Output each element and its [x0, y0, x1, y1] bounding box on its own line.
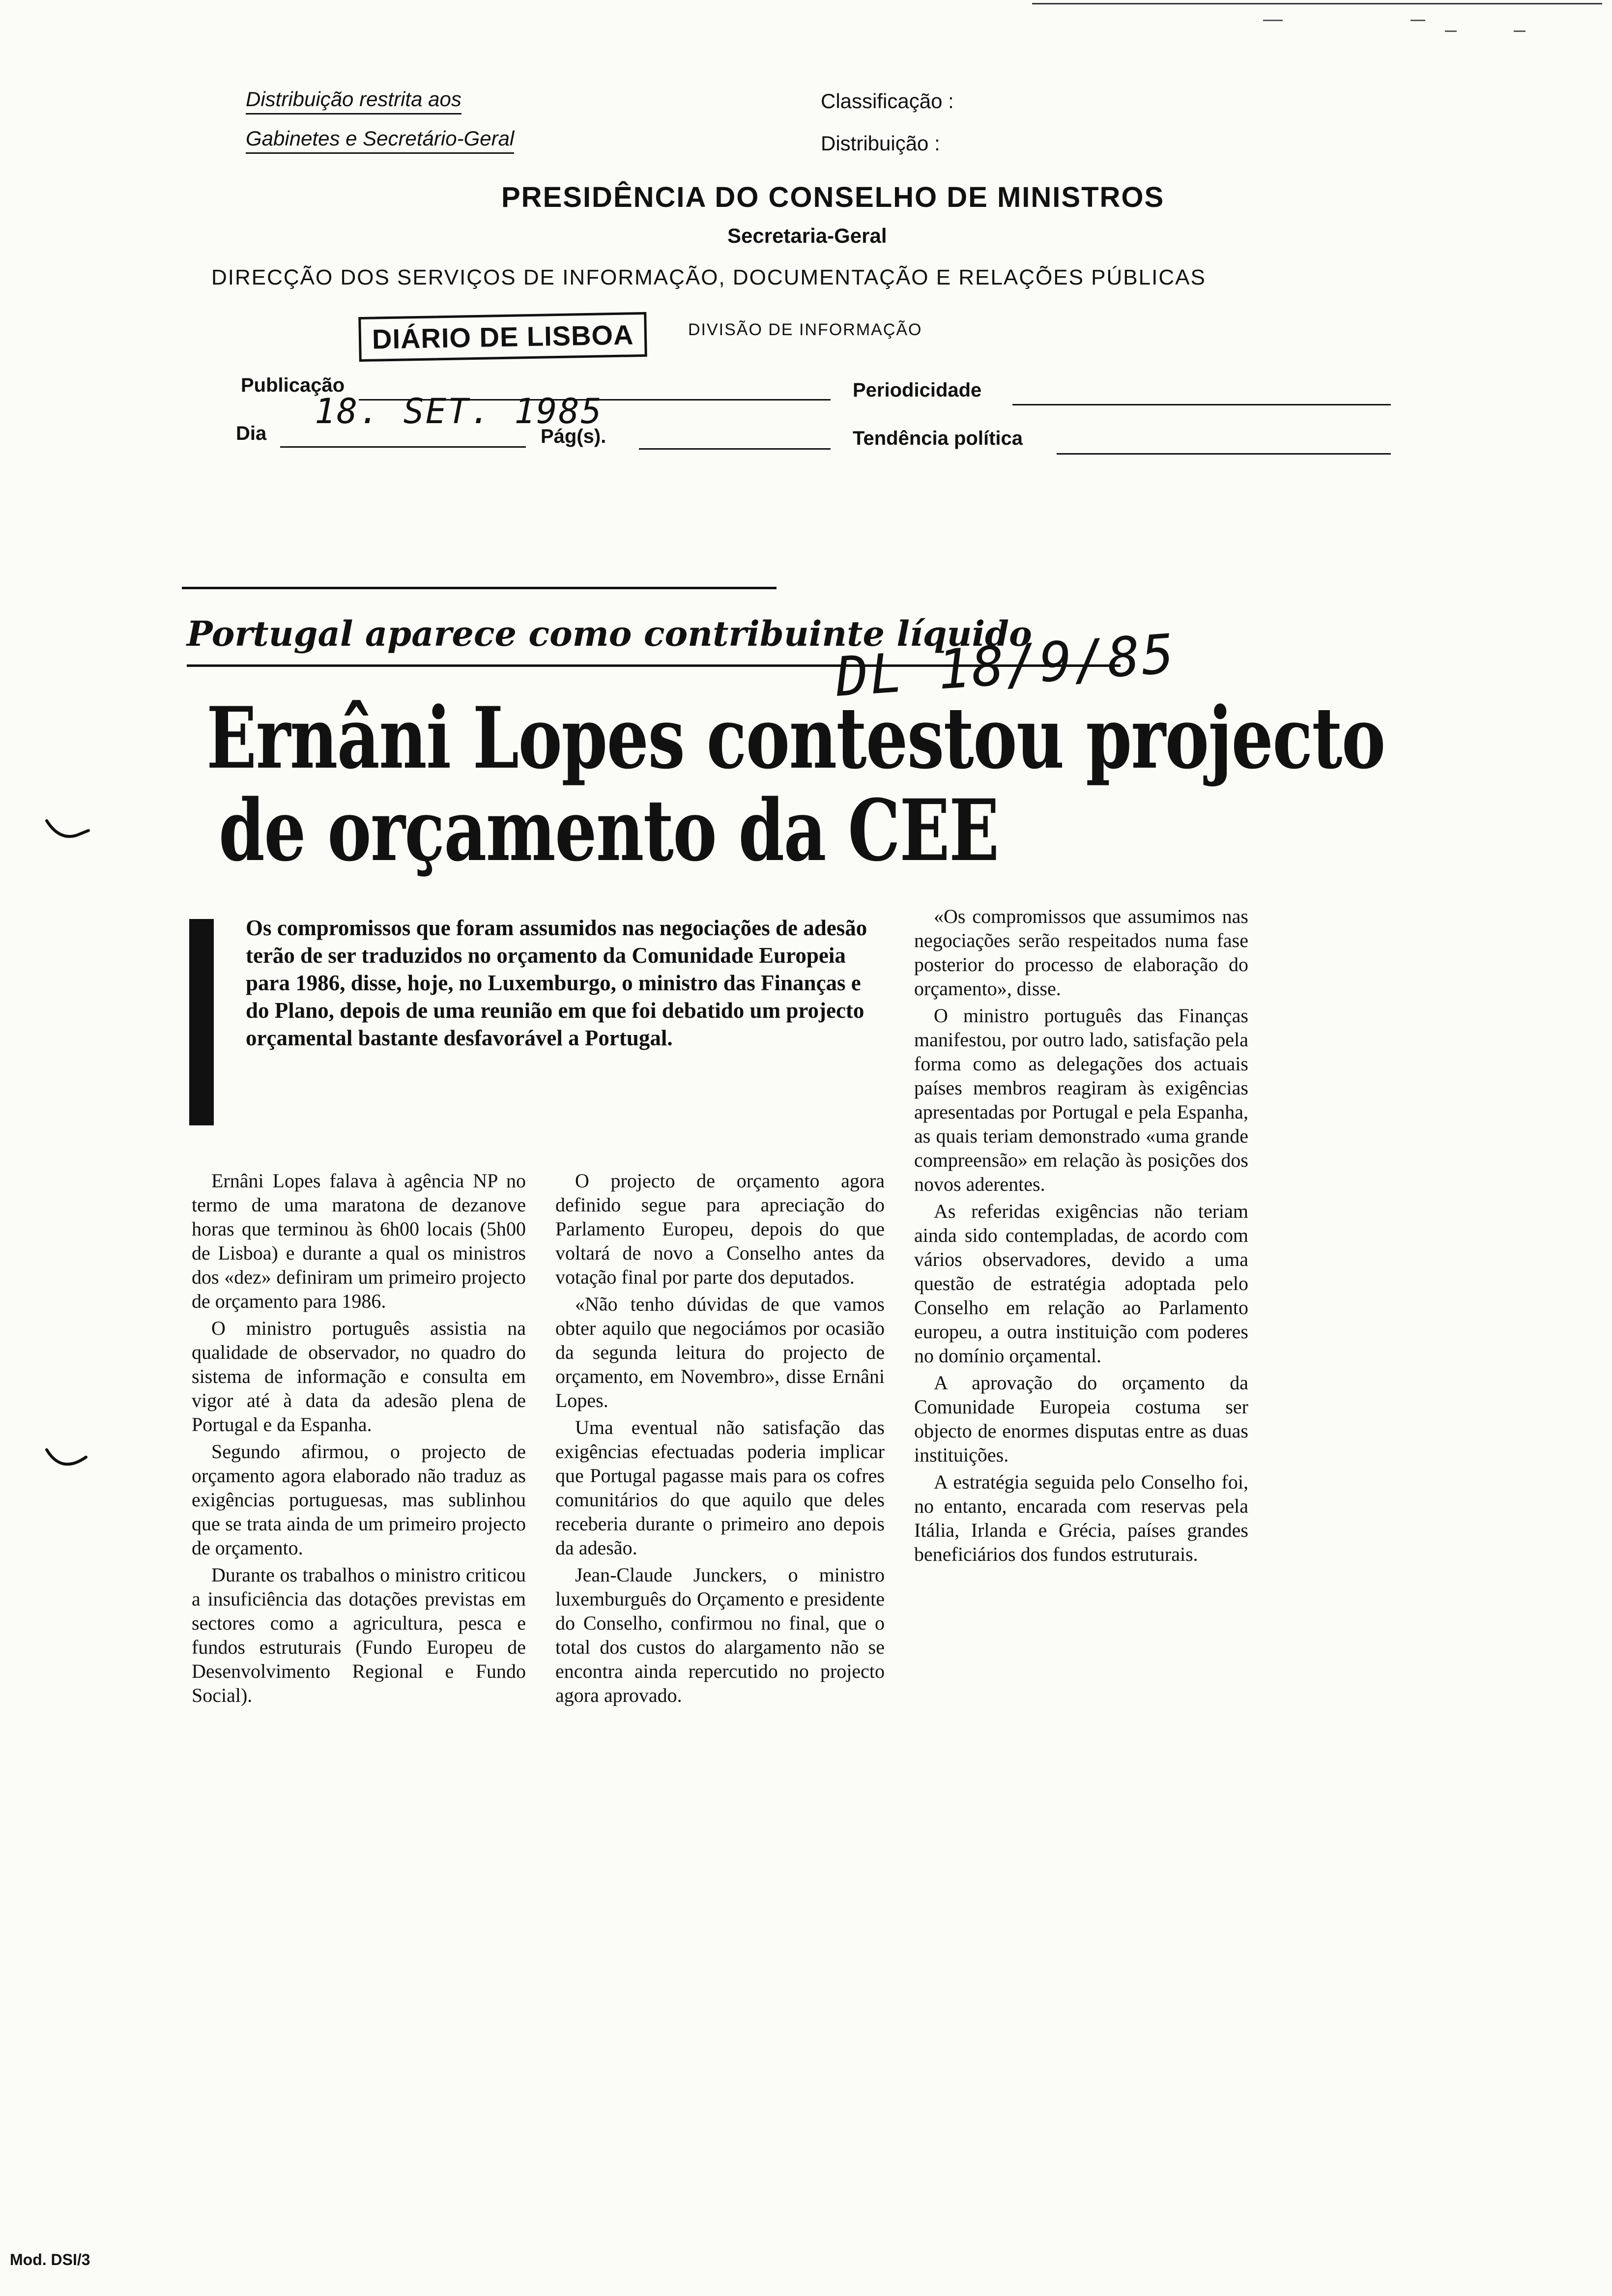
- article-lead: Os compromissos que foram assumidos nas negociações de adesão terão de ser traduzidos no orçamento da Comunidade Europeia para 1986, disse, hoje, no Luxemburgo, o ministro das Finanças e do Plano, depois de uma reunião em que foi debatido um projecto orçamental bastante desfavorável a Portugal.: [246, 916, 867, 1050]
- column-3-paragraph: A aprovação do orçamento da Comunidade Europeia costuma ser objecto de enormes disputas entre as duas instituições.: [914, 1372, 1248, 1466]
- column-3-paragraph: As referidas exigências não teriam ainda sido contempladas, de acordo com vários observadores, devido a uma questão de estratégia adoptada pelo Conselho em relação ao Parlamento europeu, a outra instituição com poderes no domínio orçamental.: [914, 1200, 1248, 1367]
- presidencia-title: PRESIDÊNCIA DO CONSELHO DE MINISTROS: [501, 181, 1165, 213]
- article-column-3: [914, 904, 1248, 1569]
- scan-mark: [1410, 20, 1425, 21]
- direccao-servicos: DIRECÇÃO DOS SERVIÇOS DE INFORMAÇÃO, DOCUMENTAÇÃO E RELAÇÕES PÚBLICAS: [211, 265, 1206, 289]
- article-column-2: [555, 1169, 885, 1710]
- scan-mark: [1263, 20, 1283, 21]
- divisao-informacao: DIVISÃO DE INFORMAÇÃO: [688, 320, 922, 339]
- classificacao-label: Classificação :: [821, 89, 954, 113]
- headline-line1: Ernâni Lopes contestou projecto: [206, 688, 1385, 788]
- article-kicker: Portugal aparece como contribuinte líquido: [187, 613, 1032, 654]
- column-2-paragraph: Uma eventual não satisfação das exigências efectuadas poderia implicar que Portugal pagasse mais para os cofres comunitários do que aquilo que deles receberia durante o primeiro ano depois da adesão.: [555, 1416, 885, 1559]
- margin-pen-mark: [39, 816, 98, 855]
- periodicidade-line: [1012, 404, 1391, 405]
- periodicidade-label: Periodicidade: [853, 379, 982, 401]
- distribuicao-label: Distribuição :: [821, 132, 940, 155]
- pags-line: [639, 448, 831, 450]
- column-3-paragraph: «Os compromissos que assumimos nas negociações serão respeitados numa fase posterior do processo de elaboração do orçamento», disse.: [914, 905, 1248, 1000]
- column-1-paragraph: Ernâni Lopes falava à agência NP no termo de uma maratona de dezanove horas que terminou às 6h00 locais (5h00 de Lisboa) e durante a qual os ministros dos «dez» definiram um primeiro projecto de orçamento para 1986.: [192, 1170, 526, 1312]
- margin-pen-mark: [39, 1445, 98, 1484]
- column-3-paragraph: O ministro português das Finanças manifestou, por outro lado, satisfação pela forma como as delegações dos actuais países membros reagiram às exigências apresentadas por Portugal e pela Espanha, as quais teriam demonstrado «uma grande compreensão» em relação às posições dos novos aderentes.: [914, 1004, 1248, 1195]
- restricted-distribution-line1: Distribuição restrita aos: [246, 87, 461, 115]
- scan-edge-line: [1032, 3, 1602, 4]
- dia-handwritten-date: 18. SET. 1985: [315, 391, 603, 431]
- column-1-paragraph: Segundo afirmou, o projecto de orçamento agora elaborado não traduz as exigências portuguesas, mas sublinhou que se trata ainda de um primeiro projecto de orçamento.: [192, 1440, 526, 1559]
- tendencia-line: [1057, 453, 1391, 455]
- newspaper-stamp: DIÁRIO DE LISBOA: [358, 312, 647, 362]
- dia-label: Dia: [236, 423, 267, 444]
- dia-line: [280, 446, 526, 448]
- column-3-paragraph: A estratégia seguida pelo Conselho foi, no entanto, encarada com reservas pela Itália, Irlanda e Grécia, países grandes beneficiários dos fundos estruturais.: [914, 1471, 1248, 1565]
- pags-label: Pág(s).: [541, 426, 606, 447]
- scan-mark: [1514, 30, 1526, 32]
- column-2-paragraph: O projecto de orçamento agora definido segue para apreciação do Parlamento Europeu, depois do que voltará de novo a Conselho antes da votação final por parte dos deputados.: [555, 1170, 885, 1288]
- column-1-paragraph: Durante os trabalhos o ministro criticou a insuficiência das dotações previstas em sectores como a agricultura, pesca e fundos estruturais (Fundo Europeu de Desenvolvimento Regional e Fundo Social).: [192, 1564, 526, 1706]
- handwritten-reference: DL 18/9/85: [834, 622, 1178, 709]
- article-column-1: [192, 1169, 526, 1710]
- column-1-paragraph: O ministro português assistia na qualidade de observador, no quadro do sistema de informação e consulta em vigor até à data da adesão plena de Portugal e da Espanha.: [192, 1317, 526, 1435]
- headline-line2: de orçamento da CEE: [219, 780, 999, 880]
- scan-mark: [1445, 30, 1457, 32]
- article-top-rule: [182, 587, 777, 589]
- publicacao-label: Publicação: [241, 374, 345, 396]
- secretaria-geral: Secretaria-Geral: [727, 224, 887, 247]
- form-model-code: Mod. DSI/3: [10, 2251, 90, 2268]
- column-2-paragraph: Jean-Claude Junckers, o ministro luxemburguês do Orçamento e presidente do Conselho, confirmou no final, que o total dos custos do alargamento não se encontra ainda repercutido no projecto agora aprovado.: [555, 1564, 885, 1706]
- lead-marker-bar: [189, 919, 214, 1125]
- tendencia-label: Tendência política: [853, 428, 1023, 449]
- column-2-paragraph: «Não tenho dúvidas de que vamos obter aquilo que negociámos por ocasião da segunda leitura do projecto de orçamento, em Novembro», disse Ernâni Lopes.: [555, 1293, 885, 1411]
- restricted-distribution-line2: Gabinetes e Secretário-Geral: [246, 127, 514, 154]
